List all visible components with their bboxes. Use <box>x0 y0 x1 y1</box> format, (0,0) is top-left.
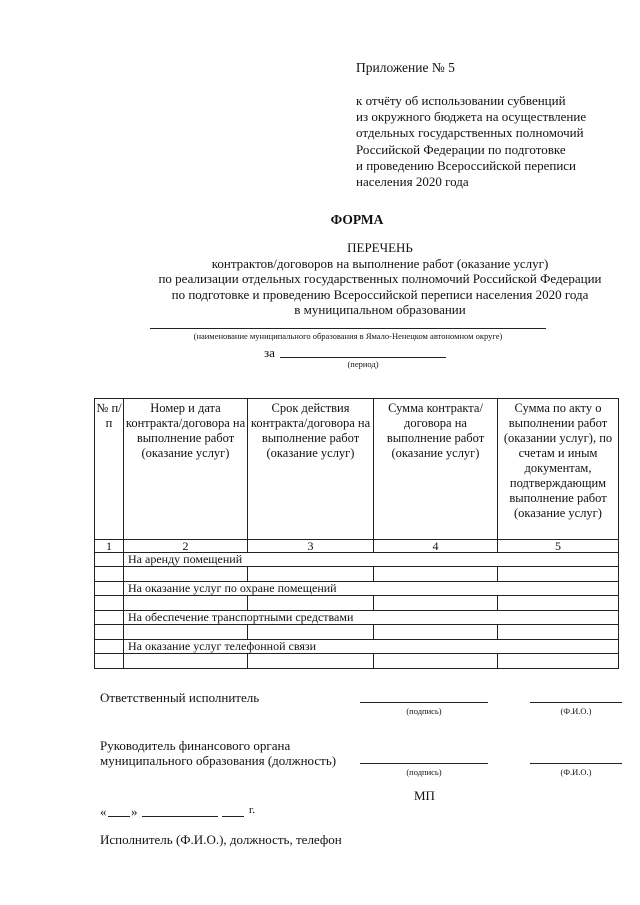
name-caption: (Ф.И.О.) <box>560 706 592 716</box>
table-cell[interactable] <box>248 625 374 640</box>
municipality-caption: (наименование муниципального образования в Ямало-Ненецком автономном округе) <box>193 331 503 341</box>
section-label: На аренду помещений <box>124 553 619 567</box>
list-title: ПЕРЕЧЕНЬ <box>347 240 413 255</box>
date-close-quote: » <box>131 804 138 819</box>
seal-label: МП <box>414 788 435 803</box>
responsible-name-line[interactable] <box>530 702 622 703</box>
table-cell[interactable] <box>95 596 124 611</box>
date-day-line[interactable] <box>108 816 130 817</box>
responsible-signature-line[interactable] <box>360 702 488 703</box>
table-cell[interactable] <box>498 596 619 611</box>
column-number: 1 <box>95 540 124 553</box>
table-cell[interactable] <box>374 567 498 582</box>
table-cell[interactable] <box>95 640 124 654</box>
section-row <box>95 553 619 567</box>
appendix-line: Российской Федерации по подготовке <box>356 141 566 157</box>
responsible-executor-label: Ответственный исполнитель <box>100 690 260 705</box>
section-row <box>95 640 619 654</box>
appendix-line: отдельных государственных полномочий <box>356 125 584 141</box>
table-cell[interactable] <box>374 596 498 611</box>
section-row <box>95 582 619 596</box>
table-cell[interactable] <box>248 654 374 669</box>
appendix-line: и проведению Всероссийской переписи <box>356 157 577 173</box>
header-cell: № п/п <box>95 399 124 540</box>
executor-label: Исполнитель (Ф.И.О.), должность, телефон <box>100 832 342 847</box>
period-prefix: за <box>264 345 275 360</box>
appendix-title: Приложение № 5 <box>356 60 455 75</box>
appendix-line: населения 2020 года <box>356 174 469 190</box>
list-line: в муниципальном образовании <box>294 302 466 318</box>
appendix-line: к отчёту об использовании субвенций <box>356 93 566 108</box>
contracts-table <box>94 398 619 669</box>
header-cell: Сумма контракта/договора на выполнение работ (оказание услуг) <box>374 399 498 540</box>
table-cell[interactable] <box>124 567 248 582</box>
table-cell[interactable] <box>248 567 374 582</box>
table-cell[interactable] <box>124 596 248 611</box>
header-cell: Срок действия контракта/договора на выполнение работ (оказание услуг) <box>248 399 374 540</box>
table-cell[interactable] <box>95 553 124 567</box>
section-label: На оказание услуг по охране помещений <box>124 582 619 596</box>
table-row <box>95 596 619 611</box>
table-header-row <box>95 399 619 540</box>
section-label: На обеспечение транспортными средствами <box>124 611 619 625</box>
date-open-quote: « <box>100 804 107 819</box>
form-title: ФОРМА <box>330 212 384 227</box>
table-cell[interactable] <box>95 625 124 640</box>
appendix-line: из окружного бюджета на осуществление <box>356 109 587 125</box>
table-row <box>95 567 619 582</box>
column-number: 5 <box>498 540 619 553</box>
header-cell: Сумма по акту о выполнении работ (оказании услуг), по счетам и иным документам, подтверждающим выполнение работ (оказание услуг) <box>498 399 619 540</box>
header-cell: Номер и дата контракта/договора на выполнение работ (оказание услуг) <box>124 399 248 540</box>
date-year-line[interactable] <box>222 816 244 817</box>
column-number: 2 <box>124 540 248 553</box>
signature-caption: (подпись) <box>406 706 442 716</box>
column-number: 3 <box>248 540 374 553</box>
table-cell[interactable] <box>95 567 124 582</box>
section-row <box>95 611 619 625</box>
date-month-line[interactable] <box>142 816 218 817</box>
section-label: На оказание услуг телефонной связи <box>124 640 619 654</box>
table-cell[interactable] <box>95 654 124 669</box>
head-label-line1: Руководитель финансового органа <box>100 738 291 753</box>
table-cell[interactable] <box>498 567 619 582</box>
period-caption: (период) <box>347 359 379 369</box>
table-cell[interactable] <box>248 596 374 611</box>
name-caption: (Ф.И.О.) <box>560 767 592 777</box>
table-cell[interactable] <box>374 625 498 640</box>
table-row <box>95 654 619 669</box>
list-line: контрактов/договоров на выполнение работ (оказание услуг) <box>211 255 549 271</box>
table-cell[interactable] <box>498 625 619 640</box>
list-line: по реализации отдельных государственных полномочий Российской Федерации <box>158 271 602 287</box>
column-number: 4 <box>374 540 498 553</box>
head-label-line2: муниципального образования (должность) <box>100 753 337 768</box>
list-line: по подготовке и проведению Всероссийской переписи населения 2020 года <box>171 286 589 302</box>
appendix-description <box>356 93 626 190</box>
list-heading <box>100 240 640 318</box>
table-cell[interactable] <box>95 611 124 625</box>
table-row <box>95 625 619 640</box>
table-cell[interactable] <box>124 625 248 640</box>
head-signature-line[interactable] <box>360 763 488 764</box>
period-line[interactable] <box>280 357 446 358</box>
municipality-name-line[interactable] <box>150 328 546 329</box>
table-cell[interactable] <box>124 654 248 669</box>
table-cell[interactable] <box>95 582 124 596</box>
table-cell[interactable] <box>374 654 498 669</box>
column-number-row <box>95 540 619 553</box>
table-cell[interactable] <box>498 654 619 669</box>
date-year-suffix: г. <box>249 804 256 816</box>
head-name-line[interactable] <box>530 763 622 764</box>
signature-caption: (подпись) <box>406 767 442 777</box>
